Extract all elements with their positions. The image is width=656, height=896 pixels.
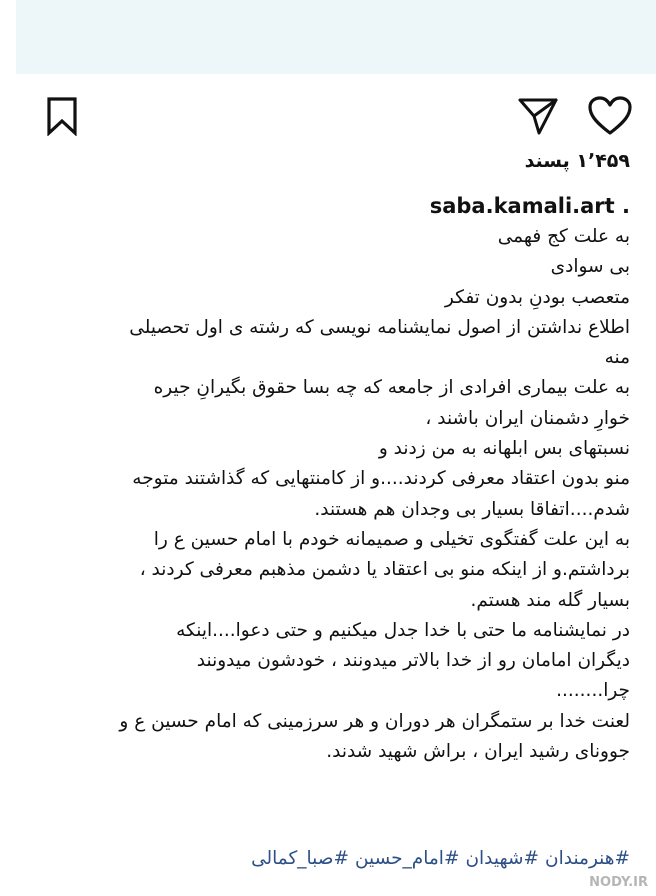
caption-line: جوونای رشید ایران ، براش شهید شدند.: [326, 741, 630, 763]
send-icon: [517, 95, 559, 137]
caption-line: خوارِ دشمنان ایران باشند ،: [425, 407, 630, 429]
caption-line: لعنت خدا بر ستمگران هر دوران و هر سرزمینی که امام حسین ع و: [119, 710, 630, 732]
heart-icon: [588, 96, 632, 136]
caption-line: منو بدون اعتقاد معرفی کردند....و از کامنتهایی که گذاشتند متوجه: [132, 468, 630, 490]
caption-line: دیگران امامان رو از خدا بالاتر میدونند ، خودشون میدونند: [196, 650, 630, 672]
likes-count[interactable]: ۱٬۴۵۹ پسند: [524, 150, 630, 172]
hashtag-list: [245, 848, 630, 869]
share-button[interactable]: [514, 92, 562, 140]
caption-line: متعصب بودنِ بدون تفکر: [444, 286, 630, 308]
caption-line: به علت کج فهمی: [497, 226, 630, 247]
caption-line: اطلاع نداشتن از اصول نمایشنامه نویسی که رشته ی اول تحصیلی: [129, 316, 630, 338]
caption-line: برداشتم.و از اینکه منو بی اعتقاد یا دشمن مذهبم معرفی کردند ،: [139, 559, 630, 581]
hashtag-link[interactable]: #امام_حسین: [354, 848, 460, 869]
caption-line: در نمایشنامه ما حتی با خدا جدل میکنیم و حتی دعوا....اینکه: [176, 619, 630, 641]
hashtag-link[interactable]: #صبا_کمالی: [251, 848, 349, 869]
caption-line: به این علت گفتگوی تخیلی و صمیمانه خودم با امام حسین ع را: [153, 528, 630, 550]
post-media-bottom[interactable]: [16, 0, 656, 74]
caption-line: نسبتهای بس ابلهانه به من زدند و: [378, 438, 630, 460]
post-action-bar: [0, 92, 656, 140]
save-button[interactable]: [38, 92, 86, 140]
hashtag-link[interactable]: #هنرمندان: [545, 848, 630, 869]
caption-line: بسیار گله مند هستم.: [470, 589, 630, 611]
caption-line: شدم....اتفاقا بسیار بی وجدان هم هستند.: [314, 498, 630, 520]
post-caption: [30, 190, 630, 767]
caption-line: چرا........: [556, 680, 630, 702]
bookmark-icon: [46, 96, 78, 136]
hashtag-link[interactable]: #شهیدان: [465, 848, 540, 869]
watermark-logo: NODY.IR: [589, 875, 648, 890]
username-link[interactable]: saba.kamali.art .: [429, 194, 630, 218]
caption-line: منه: [604, 347, 630, 369]
like-button[interactable]: [586, 92, 634, 140]
caption-line: بی سوادی: [550, 256, 630, 278]
caption-line: به علت بیماری افرادی از جامعه که چه بسا حقوق بگیرانِ جیره: [153, 377, 630, 399]
